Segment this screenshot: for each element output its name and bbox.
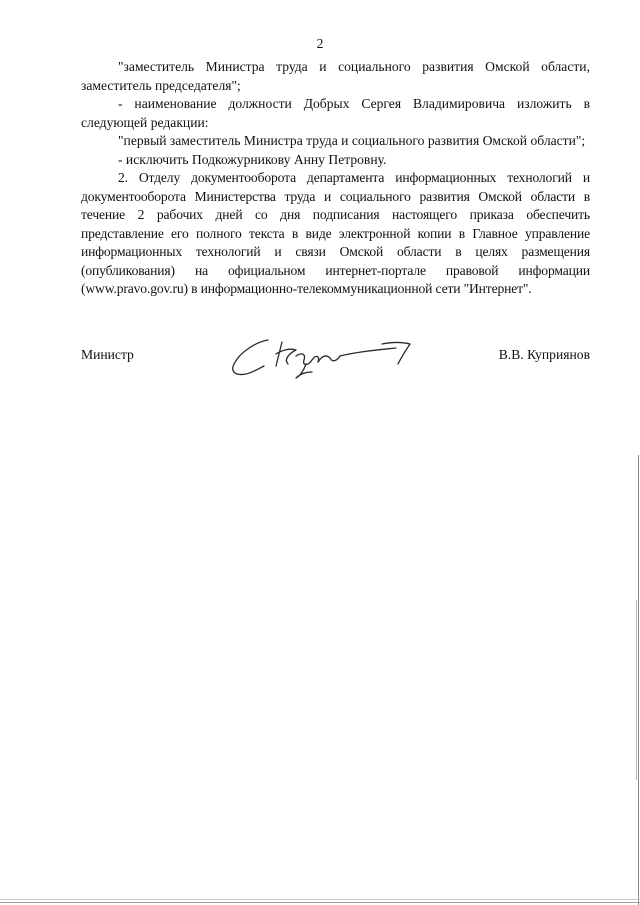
signer-position: Министр xyxy=(81,347,134,362)
paragraph-deputy-minister-title: "заместитель Министра труда и социального развития Омской области, заместитель председателя"; xyxy=(81,59,590,93)
scan-edge-bottom-inner xyxy=(0,899,640,900)
page-number: 2 xyxy=(316,36,324,51)
paragraph-rename-position: - наименование должности Добрых Сергея Владимировича изложить в следующей редакции: xyxy=(81,96,590,130)
signature-block xyxy=(81,346,590,386)
paragraph-publication-order: 2. Отделу документооборота департамента информационных технологий и документооборота Министерства труда и социального развития Омской области в течение 2 рабочих дней со дня подписания настоящего приказа обеспечить представление его полного текста в виде электронной копии в Главное управление информационных технологий и связи Омской области в целях размещения (опубликования) на официальном интернет-портале правовой информации (www.pravo.gov.ru) в информационно-телекоммуникационной сети "Интернет". xyxy=(81,170,590,296)
paragraph-exclude-member: - исключить Подкожурникову Анну Петровну. xyxy=(118,151,387,167)
scan-edge-right xyxy=(638,455,639,905)
scan-edge-bottom xyxy=(0,902,640,903)
document-body xyxy=(81,58,590,299)
paragraph-first-deputy-title: "первый заместитель Министра труда и социального развития Омской области"; xyxy=(118,133,586,148)
signer-name: В.В. Куприянов xyxy=(498,347,590,362)
handwritten-signature xyxy=(226,332,426,384)
scan-edge-right-inner xyxy=(636,600,637,780)
